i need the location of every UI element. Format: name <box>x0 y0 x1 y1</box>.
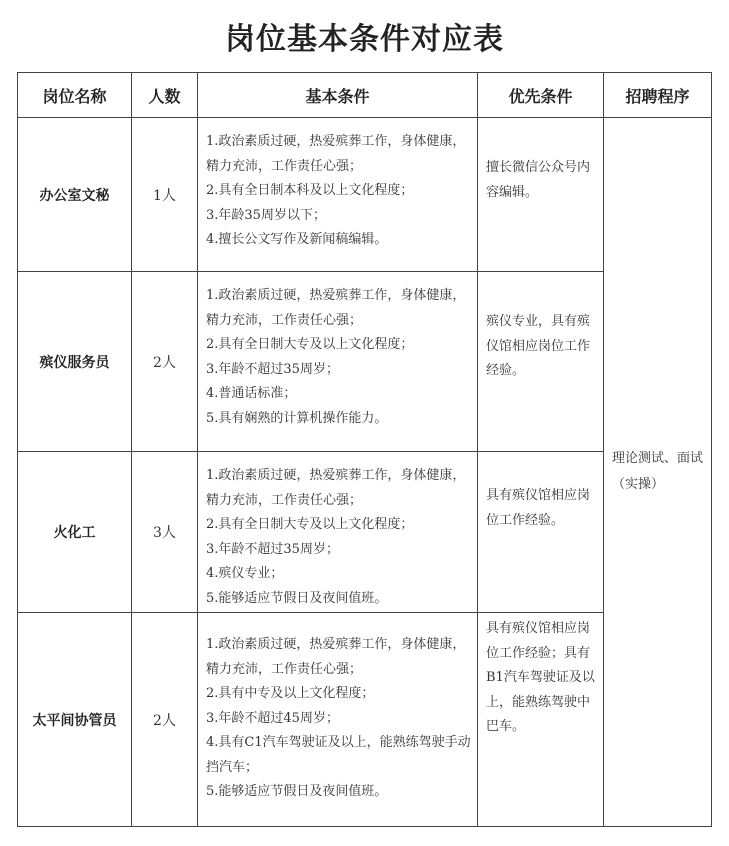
preferred-text: 擅长微信公众号内容编辑。 <box>486 160 591 200</box>
condition-item: 4.普通话标准； <box>206 386 297 401</box>
condition-item: 4.擅长公文写作及新闻稿编辑。 <box>206 232 388 247</box>
table-row <box>18 118 712 272</box>
preferred-conditions <box>478 272 604 452</box>
condition-item: 3.年龄不超过35周岁； <box>206 541 339 557</box>
page-title: 岗位基本条件对应表 <box>225 22 504 57</box>
condition-item: 2.具有中专及以上文化程度； <box>206 686 375 701</box>
basic-conditions <box>198 613 478 827</box>
condition-item: 2.具有全日制大专及以上文化程度； <box>206 517 414 532</box>
condition-item: 1.政治素质过硬，热爱殡葬工作，身体健康，精力充沛，工作责任心强； <box>206 288 466 328</box>
basic-conditions <box>198 118 478 272</box>
position-name: 火化工 <box>18 452 132 613</box>
header-count: 人数 <box>132 73 198 118</box>
preferred-text: 具有殡仪馆相应岗位工作经验；具有B1汽车驾驶证及以上，能熟练驾驶中巴车。 <box>486 621 595 734</box>
header-preferred-conditions: 优先条件 <box>478 73 604 118</box>
condition-item: 3.年龄35周岁以下； <box>206 207 326 223</box>
header-procedure: 招聘程序 <box>604 73 712 118</box>
condition-item: 5.能够适应节假日及夜间值班。 <box>206 784 388 799</box>
condition-item: 4.具有C1汽车驾驶证及以上，能熟练驾驶手动挡汽车； <box>206 735 471 775</box>
preferred-text: 殡仪专业，具有殡仪馆相应岗位工作经验。 <box>486 314 591 378</box>
condition-item: 5.能够适应节假日及夜间值班。 <box>206 590 388 606</box>
preferred-conditions <box>478 452 604 613</box>
position-name: 太平间协管员 <box>18 613 132 827</box>
condition-item: 1.政治素质过硬，热爱殡葬工作，身体健康，精力充沛，工作责任心强； <box>206 134 466 174</box>
position-count: 1人 <box>132 118 198 272</box>
condition-item: 3.年龄不超过35周岁； <box>206 361 339 377</box>
header-basic-conditions: 基本条件 <box>198 73 478 118</box>
preferred-conditions <box>478 613 604 827</box>
basic-conditions <box>198 452 478 613</box>
position-name: 殡仪服务员 <box>18 272 132 452</box>
condition-item: 3.年龄不超过45周岁； <box>206 710 339 726</box>
position-count: 2人 <box>132 272 198 452</box>
position-count: 3人 <box>132 452 198 613</box>
position-name: 办公室文秘 <box>18 118 132 272</box>
header-row <box>18 73 712 118</box>
procedure-text: 理论测试、面试（实操） <box>612 451 704 492</box>
conditions-table <box>17 72 712 827</box>
condition-item: 1.政治素质过硬，热爱殡葬工作，身体健康，精力充沛，工作责任心强； <box>206 637 466 677</box>
basic-conditions <box>198 272 478 452</box>
condition-item: 5.具有娴熟的计算机操作能力。 <box>206 410 388 426</box>
condition-item: 2.具有全日制大专及以上文化程度； <box>206 337 414 352</box>
position-count: 2人 <box>132 613 198 827</box>
condition-item: 1.政治素质过硬，热爱殡葬工作，身体健康，精力充沛，工作责任心强； <box>206 468 466 508</box>
preferred-text: 具有殡仪馆相应岗位工作经验。 <box>486 488 591 528</box>
header-position: 岗位名称 <box>18 73 132 118</box>
condition-item: 4.殡仪专业； <box>206 566 284 581</box>
condition-item: 2.具有全日制本科及以上文化程度； <box>206 183 414 198</box>
preferred-conditions <box>478 118 604 272</box>
recruitment-procedure <box>604 118 712 827</box>
